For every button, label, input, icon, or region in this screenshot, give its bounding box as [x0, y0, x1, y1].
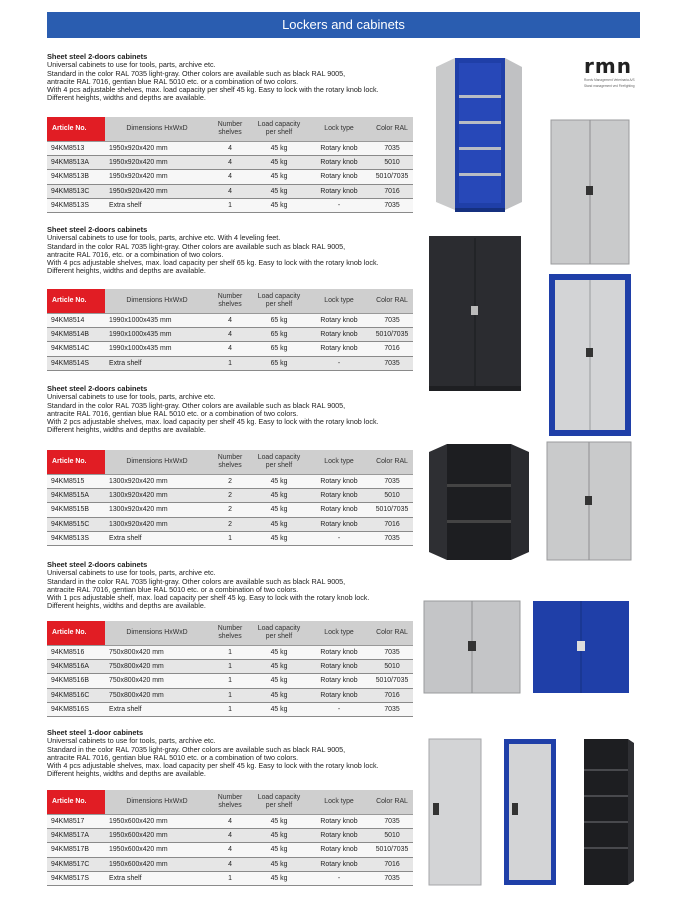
column-header: Load capacity per shelf [251, 790, 307, 814]
table-cell: - [307, 872, 371, 886]
table-row [47, 517, 413, 531]
cabinet-black-narrow-open-picture [578, 737, 636, 887]
table-cell: 1 [209, 199, 251, 213]
table-cell: 45 kg [251, 141, 307, 155]
table-cell: 45 kg [251, 474, 307, 488]
table-cell: 65 kg [251, 342, 307, 356]
section-description-line: Universal cabinets to use for tools, parts, archive etc. [47, 568, 216, 578]
table-cell: 1 [209, 703, 251, 717]
column-header: Color RAL [371, 621, 413, 645]
table-cell: 5010 [371, 155, 413, 169]
table-row [47, 688, 413, 702]
table-cell: 4 [209, 170, 251, 184]
section-title: Sheet steel 2-doors cabinets [47, 225, 148, 234]
table-row [47, 703, 413, 717]
table-cell: 7016 [371, 857, 413, 871]
table-cell: - [307, 703, 371, 717]
table-row [47, 828, 413, 842]
table-cell: 94KM8513C [47, 184, 105, 198]
table-cell: 7016 [371, 517, 413, 531]
section-description-line: antracite RAL 7016, gentian blue RAL 5010 etc. or a combination of two colors. [47, 76, 299, 86]
table-cell: 5010/7035 [371, 843, 413, 857]
table-cell: Rotary knob [307, 474, 371, 488]
product-section [47, 226, 417, 275]
table-cell: Rotary knob [307, 155, 371, 169]
table-cell: 4 [209, 857, 251, 871]
section-description-line: Different heights, widths and depths are available. [47, 424, 206, 434]
column-header: Lock type [307, 621, 371, 645]
table-cell: 1 [209, 356, 251, 370]
table-cell: 94KM8516A [47, 659, 105, 673]
table-cell: 45 kg [251, 488, 307, 502]
section-description-line: Standard in the color RAL 7035 light-gray. Other colors are available such as black RAL 9005, [47, 241, 346, 251]
table-cell: 65 kg [251, 327, 307, 341]
table-cell: 7016 [371, 184, 413, 198]
table-cell: 4 [209, 327, 251, 341]
table-cell: 1 [209, 688, 251, 702]
table-cell: 94KM8517C [47, 857, 105, 871]
table-cell: 5010/7035 [371, 503, 413, 517]
section-description-line: Universal cabinets to use for tools, parts, archive etc. [47, 60, 216, 70]
section-description-line: Different heights, widths and depths are available. [47, 265, 206, 275]
table-cell: 45 kg [251, 688, 307, 702]
column-header: Lock type [307, 790, 371, 814]
table-cell: Rotary knob [307, 313, 371, 327]
table-cell: 1 [209, 532, 251, 546]
table-row [47, 155, 413, 169]
table-row [47, 503, 413, 517]
table-cell: 45 kg [251, 857, 307, 871]
table-cell: Extra shelf [105, 703, 209, 717]
table-cell: 1 [209, 645, 251, 659]
table-cell: Rotary knob [307, 184, 371, 198]
section-description-line: Universal cabinets to use for tools, parts, archive etc. [47, 392, 216, 402]
table-cell: 5010 [371, 828, 413, 842]
table-cell: 94KM8514C [47, 342, 105, 356]
table-cell: 1990x1000x435 mm [105, 313, 209, 327]
table-cell: 5010/7035 [371, 327, 413, 341]
table-cell: 750x800x420 mm [105, 688, 209, 702]
table-cell: 45 kg [251, 703, 307, 717]
table-cell: 45 kg [251, 814, 307, 828]
cabinet-gray-closed-picture [549, 118, 631, 266]
cabinet-blue-open-picture [428, 55, 526, 213]
table-cell: 94KM8515C [47, 517, 105, 531]
table-cell: 1950x920x420 mm [105, 141, 209, 155]
table-cell: 7035 [371, 703, 413, 717]
table-cell: Extra shelf [105, 872, 209, 886]
section-description-line: antracite RAL 7016, gentian blue RAL 5010 etc. or a combination of two colors. [47, 408, 299, 418]
table-header-row [47, 289, 413, 313]
table-cell: 1950x600x420 mm [105, 843, 209, 857]
table-row [47, 342, 413, 356]
column-header: Load capacity per shelf [251, 117, 307, 141]
column-header: Color RAL [371, 117, 413, 141]
table-cell: 1300x920x420 mm [105, 488, 209, 502]
table-cell: - [307, 532, 371, 546]
table-cell: 45 kg [251, 659, 307, 673]
table-cell: 1950x600x420 mm [105, 814, 209, 828]
column-header: Number shelves [209, 289, 251, 313]
table-cell: 94KM8517B [47, 843, 105, 857]
table-cell: 1 [209, 674, 251, 688]
table-row [47, 199, 413, 213]
table-cell: 45 kg [251, 872, 307, 886]
table-cell: 94KM8513S [47, 532, 105, 546]
product-section [47, 561, 417, 610]
table-cell: Rotary knob [307, 659, 371, 673]
table-cell: - [307, 356, 371, 370]
column-header: Color RAL [371, 450, 413, 474]
column-header: Load capacity per shelf [251, 289, 307, 313]
table-cell: 7035 [371, 199, 413, 213]
table-row [47, 356, 413, 370]
table-cell: 5010/7035 [371, 674, 413, 688]
table-cell: 1300x920x420 mm [105, 517, 209, 531]
table-cell: 1300x920x420 mm [105, 503, 209, 517]
table-cell: Rotary knob [307, 170, 371, 184]
table-cell: 2 [209, 503, 251, 517]
section-description-line: Different heights, widths and depths are available. [47, 600, 206, 610]
table-header-row [47, 450, 413, 474]
table-cell: 94KM8517S [47, 872, 105, 886]
company-logo [584, 55, 644, 103]
column-header: Load capacity per shelf [251, 621, 307, 645]
table-cell: 94KM8514B [47, 327, 105, 341]
section-description-line: Standard in the color RAL 7035 light-gray. Other colors are available such as black RAL 9005, [47, 68, 346, 78]
table-cell: 94KM8513S [47, 199, 105, 213]
table-row [47, 141, 413, 155]
column-header: Lock type [307, 117, 371, 141]
section-description-line: With 2 pcs adjustable shelves, max. load capacity per shelf 45 kg. Easy to lock with the rotary knob lock. [47, 416, 379, 426]
table-cell: 4 [209, 828, 251, 842]
table-cell: 45 kg [251, 674, 307, 688]
table-row [47, 313, 413, 327]
table-cell: 1950x600x420 mm [105, 857, 209, 871]
table-cell: Rotary knob [307, 857, 371, 871]
column-header: Dimensions HxWxD [105, 450, 209, 474]
cabinet-black-open-picture [425, 440, 533, 562]
column-header: Number shelves [209, 621, 251, 645]
table-cell: 4 [209, 141, 251, 155]
section-description-line: Universal cabinets to use for tools, parts, archive etc. [47, 736, 216, 746]
table-cell: 2 [209, 474, 251, 488]
table-cell: 1990x1000x435 mm [105, 342, 209, 356]
table-cell: 5010 [371, 659, 413, 673]
table-cell: 750x800x420 mm [105, 645, 209, 659]
table-cell: 94KM8516B [47, 674, 105, 688]
table-cell: Extra shelf [105, 532, 209, 546]
table-cell: Rotary knob [307, 327, 371, 341]
table-cell: Rotary knob [307, 645, 371, 659]
section-description-line: antracite RAL 7016, etc. or a combination of two colors. [47, 249, 224, 259]
table-row [47, 184, 413, 198]
table-cell: 4 [209, 342, 251, 356]
table-cell: 45 kg [251, 843, 307, 857]
table-cell: 1 [209, 872, 251, 886]
column-header: Color RAL [371, 790, 413, 814]
table-row [47, 488, 413, 502]
table-cell: 1950x600x420 mm [105, 828, 209, 842]
table-cell: 94KM8514 [47, 313, 105, 327]
table-cell: 45 kg [251, 503, 307, 517]
table-cell: 7016 [371, 342, 413, 356]
table-cell: 45 kg [251, 645, 307, 659]
table-cell: 2 [209, 488, 251, 502]
cabinet-gray-medium-picture [545, 440, 633, 562]
column-header: Load capacity per shelf [251, 450, 307, 474]
table-cell: Rotary knob [307, 828, 371, 842]
table-cell: 65 kg [251, 356, 307, 370]
section-title: Sheet steel 2-doors cabinets [47, 384, 148, 393]
table-cell: 94KM8513B [47, 170, 105, 184]
table-cell: 4 [209, 184, 251, 198]
section-description-line: Different heights, widths and depths are available. [47, 92, 206, 102]
table-cell: - [307, 199, 371, 213]
table-cell: 750x800x420 mm [105, 674, 209, 688]
table-cell: Rotary knob [307, 342, 371, 356]
section-description-line: Different heights, widths and depths are available. [47, 768, 206, 778]
table-cell: 45 kg [251, 155, 307, 169]
table-row [47, 645, 413, 659]
table-cell: Rotary knob [307, 688, 371, 702]
table-header-row [47, 117, 413, 141]
table-cell: 7035 [371, 814, 413, 828]
table-cell: 94KM8515B [47, 503, 105, 517]
page-header [47, 12, 640, 38]
table-cell: Rotary knob [307, 674, 371, 688]
table-cell: 45 kg [251, 828, 307, 842]
table-cell: 1300x920x420 mm [105, 474, 209, 488]
table-cell: 94KM8515A [47, 488, 105, 502]
table-cell: 45 kg [251, 184, 307, 198]
table-cell: 45 kg [251, 170, 307, 184]
page-title: Lockers and cabinets [282, 17, 405, 32]
table-header-row [47, 621, 413, 645]
spec-table [47, 790, 413, 886]
table-cell: 94KM8517A [47, 828, 105, 842]
table-cell: 94KM8515 [47, 474, 105, 488]
section-description-line: Standard in the color RAL 7035 light-gray. Other colors are available such as black RAL 9005, [47, 744, 346, 754]
column-header: Article No. [47, 117, 105, 141]
section-description-line: With 1 pcs adjustable shelf, max. load capacity per shelf 45 kg. Easy to lock with the rotary knob lock. [47, 592, 370, 602]
column-header: Color RAL [371, 289, 413, 313]
table-row [47, 843, 413, 857]
table-cell: 7035 [371, 645, 413, 659]
table-row [47, 872, 413, 886]
table-cell: 5010 [371, 488, 413, 502]
column-header: Dimensions HxWxD [105, 289, 209, 313]
section-description-line: Standard in the color RAL 7035 light-gray. Other colors are available such as black RAL 9005, [47, 400, 346, 410]
spec-table [47, 621, 413, 717]
table-row [47, 532, 413, 546]
table-cell: 65 kg [251, 313, 307, 327]
table-cell: 4 [209, 313, 251, 327]
table-cell: 7035 [371, 356, 413, 370]
table-cell: 4 [209, 155, 251, 169]
table-cell: 4 [209, 814, 251, 828]
section-description-line: Standard in the color RAL 7035 light-gray. Other colors are available such as black RAL 9005, [47, 576, 346, 586]
cabinet-blue-low-picture [529, 597, 633, 697]
cabinet-anthracite-closed-picture [425, 232, 525, 394]
section-description-line: With 4 pcs adjustable shelves, max. load capacity per shelf 45 kg. Easy to lock with the rotary knob lock. [47, 760, 379, 770]
table-cell: 94KM8513 [47, 141, 105, 155]
table-row [47, 659, 413, 673]
table-cell: Rotary knob [307, 843, 371, 857]
column-header: Dimensions HxWxD [105, 790, 209, 814]
table-row [47, 327, 413, 341]
table-cell: 5010/7035 [371, 170, 413, 184]
column-header: Number shelves [209, 450, 251, 474]
table-row [47, 814, 413, 828]
spec-table [47, 450, 413, 546]
table-header-row [47, 790, 413, 814]
spec-table [47, 289, 413, 371]
table-cell: 7035 [371, 872, 413, 886]
product-section [47, 729, 417, 778]
table-row [47, 474, 413, 488]
column-header: Article No. [47, 450, 105, 474]
table-cell: 1950x920x420 mm [105, 184, 209, 198]
table-row [47, 170, 413, 184]
section-description-line: antracite RAL 7016, gentian blue RAL 5010 etc. or a combination of two colors. [47, 752, 299, 762]
cabinet-blue-narrow-picture [500, 737, 560, 887]
table-cell: Extra shelf [105, 356, 209, 370]
table-cell: 94KM8514S [47, 356, 105, 370]
spec-table [47, 117, 413, 213]
cabinet-gray-narrow-picture [425, 737, 485, 887]
table-cell: 94KM8516C [47, 688, 105, 702]
table-cell: 1 [209, 659, 251, 673]
table-cell: Rotary knob [307, 517, 371, 531]
table-cell: 1990x1000x435 mm [105, 327, 209, 341]
section-description-line: antracite RAL 7016, gentian blue RAL 5010 etc. or a combination of two colors. [47, 584, 299, 594]
table-cell: 1950x920x420 mm [105, 170, 209, 184]
table-cell: 7035 [371, 474, 413, 488]
table-cell: 45 kg [251, 517, 307, 531]
column-header: Lock type [307, 289, 371, 313]
table-cell: Rotary knob [307, 814, 371, 828]
cabinet-gray-low-picture [420, 597, 524, 697]
section-title: Sheet steel 1-door cabinets [47, 728, 144, 737]
table-cell: 45 kg [251, 199, 307, 213]
logo-line-2: Stand management ved Firefighting [584, 83, 635, 88]
table-cell: 45 kg [251, 532, 307, 546]
table-cell: 94KM8516S [47, 703, 105, 717]
column-header: Number shelves [209, 117, 251, 141]
table-cell: 1950x920x420 mm [105, 155, 209, 169]
table-cell: 2 [209, 517, 251, 531]
column-header: Article No. [47, 621, 105, 645]
table-cell: 94KM8517 [47, 814, 105, 828]
table-cell: Extra shelf [105, 199, 209, 213]
table-row [47, 857, 413, 871]
table-cell: 94KM8513A [47, 155, 105, 169]
column-header: Article No. [47, 289, 105, 313]
table-cell: 7035 [371, 141, 413, 155]
column-header: Dimensions HxWxD [105, 621, 209, 645]
column-header: Article No. [47, 790, 105, 814]
table-cell: 4 [209, 843, 251, 857]
table-cell: 7035 [371, 532, 413, 546]
section-title: Sheet steel 2-doors cabinets [47, 52, 148, 61]
table-cell: 7035 [371, 313, 413, 327]
table-cell: Rotary knob [307, 488, 371, 502]
table-cell: 94KM8516 [47, 645, 105, 659]
logo-mark: rmn [584, 54, 632, 78]
section-title: Sheet steel 2-doors cabinets [47, 560, 148, 569]
column-header: Dimensions HxWxD [105, 117, 209, 141]
product-section [47, 385, 417, 434]
column-header: Number shelves [209, 790, 251, 814]
section-description-line: With 4 pcs adjustable shelves, max. load capacity per shelf 45 kg. Easy to lock with the rotary knob lock. [47, 84, 379, 94]
table-cell: 750x800x420 mm [105, 659, 209, 673]
cabinet-blue-gray-picture [547, 272, 633, 438]
product-section [47, 53, 417, 102]
table-cell: Rotary knob [307, 503, 371, 517]
section-description-line: Universal cabinets to use for tools, parts, archive etc. With 4 leveling feet. [47, 233, 281, 243]
table-row [47, 674, 413, 688]
table-cell: Rotary knob [307, 141, 371, 155]
logo-line-1: Roedv Management Veterinaria A/S [584, 78, 635, 82]
column-header: Lock type [307, 450, 371, 474]
table-cell: 7016 [371, 688, 413, 702]
section-description-line: With 4 pcs adjustable shelves, max. load capacity per shelf 65 kg. Easy to lock with the rotary knob lock. [47, 257, 379, 267]
